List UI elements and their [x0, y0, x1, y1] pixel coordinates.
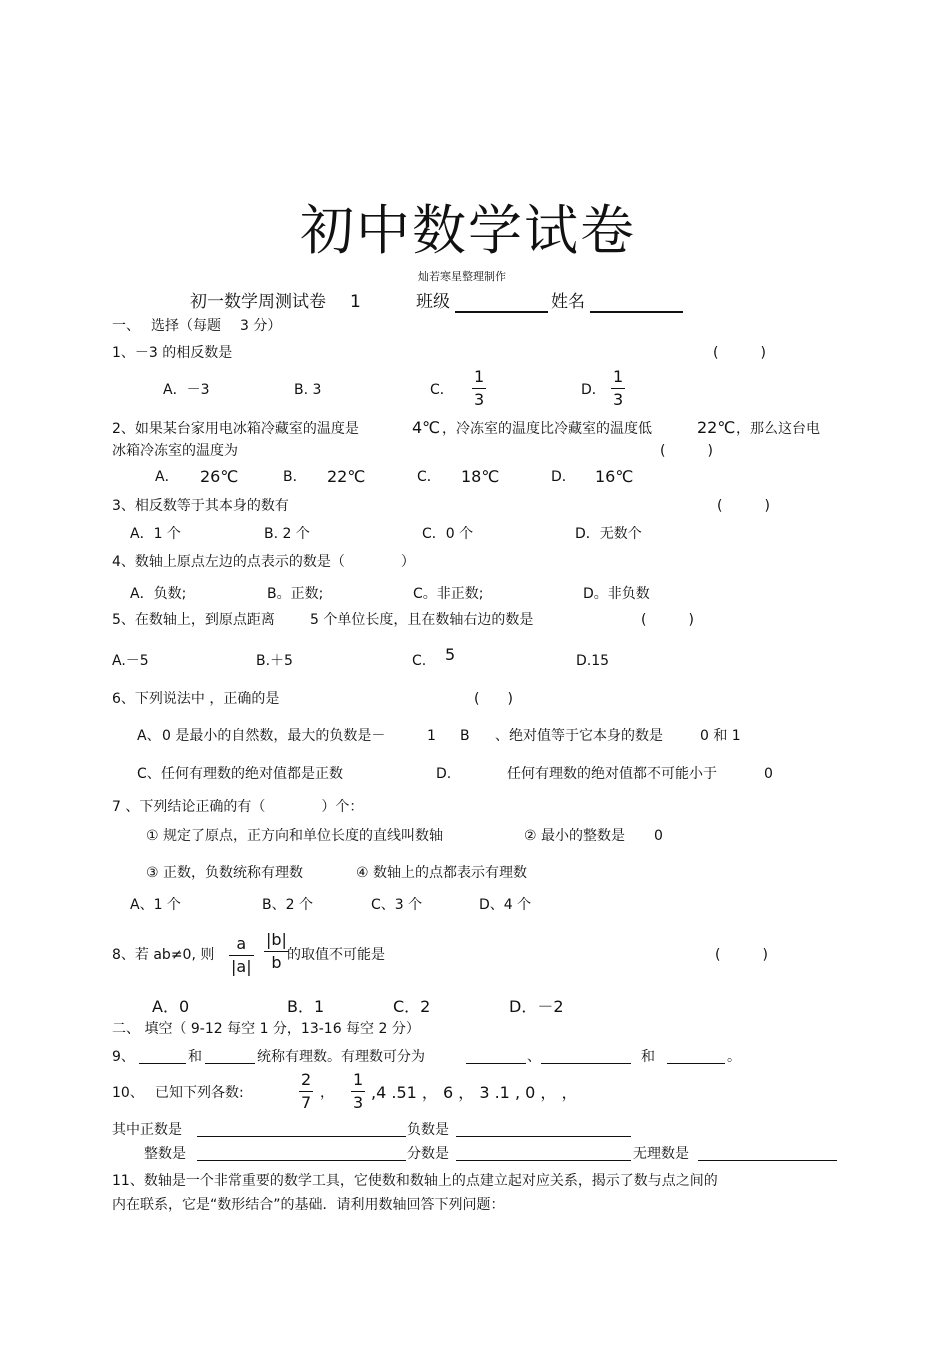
q10-negative-blank	[456, 1136, 631, 1137]
q9-blank-5	[667, 1063, 725, 1064]
q2-option-a-value: 26℃	[200, 467, 239, 486]
q6-option-b-values: 0 和 1	[700, 728, 741, 744]
q10-stem: 已知下列各数:	[155, 1085, 244, 1101]
q10-integer-blank	[197, 1160, 406, 1161]
q4-stem: 4、数轴上原点左边的点表示的数是（ ）	[112, 554, 415, 570]
q3-option-c: C．0 个	[422, 526, 474, 542]
q10-integer-label: 整数是	[144, 1146, 186, 1162]
q6-stem: 6、下列说法中 ，正确的是	[112, 691, 280, 707]
q11-line-1: 11、数轴是一个非常重要的数学工具，它使数和数轴上的点建立起对应关系，揭示了数与点之间的	[112, 1173, 718, 1189]
q2-stem-part1: 2、如果某台家用电冰箱冷藏室的温度是	[112, 421, 359, 437]
q8-stem-part2: 的取值不可能是	[287, 947, 385, 963]
q1-answer-paren: ( )	[713, 345, 766, 361]
fraction-numerator: 2	[301, 1070, 312, 1089]
q10-number: 10、	[112, 1085, 144, 1101]
q10-irrational-blank	[698, 1160, 837, 1161]
section2-heading: 二、 填空（ 9-12 每空 1 分，13-16 每空 2 分）	[112, 1021, 420, 1037]
q5-option-a: A.－5	[112, 653, 149, 669]
name-label: 姓名	[551, 292, 585, 312]
q3-stem: 3、相反数等于其本身的数有	[112, 498, 289, 514]
q3-option-a: A．1 个	[130, 526, 181, 542]
q10-numbers: ,4 .51 ， 6 ， 3 .1 , 0 ， ，	[371, 1083, 578, 1102]
q4-option-a: A．负数;	[130, 586, 187, 602]
section1-label: 选择（每题	[151, 318, 221, 334]
q10-irrational-label: 无理数是	[633, 1146, 689, 1162]
q9-and-2: 和	[641, 1049, 655, 1065]
q8-fraction-b	[264, 931, 289, 972]
q9-end: 。	[727, 1049, 741, 1065]
q2-temp-diff: 22℃	[697, 418, 736, 437]
q3-answer-paren: ( )	[717, 498, 770, 514]
q3-option-b: B. 2 个	[264, 526, 310, 542]
q5-option-d: D.15	[576, 653, 610, 669]
q10-fraction-1	[299, 1071, 313, 1112]
q6-option-d-value: 0	[764, 766, 773, 782]
q2-option-c-value: 18℃	[461, 467, 500, 486]
q5-option-b: B.＋5	[256, 653, 293, 669]
q8-stem-part1: 8、若 ab≠0, 则	[112, 947, 215, 963]
q2-option-d-value: 16℃	[595, 467, 634, 486]
q6-option-a-label: A、	[137, 728, 161, 744]
q10-fraction-blank	[456, 1160, 631, 1161]
q10-fraction-label: 分数是	[407, 1146, 449, 1162]
q6-option-b-text: 、绝对值等于它本身的数是	[495, 728, 663, 744]
q7-statement-3: ③ 正数，负数统称有理数	[146, 865, 304, 881]
section1-number: 一、	[112, 318, 140, 334]
q5-answer-paren: ( )	[641, 612, 694, 628]
q1-option-c: C．	[430, 382, 454, 398]
section1-points: 3 分）	[240, 318, 282, 334]
q2-stem-part2: ，冷冻室的温度比冷藏室的温度低	[442, 421, 652, 437]
name-field	[590, 311, 683, 313]
q7-statement-4: ④ 数轴上的点都表示有理数	[356, 865, 528, 881]
class-field	[455, 311, 548, 313]
q2-option-d-label: D．	[551, 469, 576, 485]
fraction-denominator: 7	[301, 1093, 312, 1112]
q2-option-a-label: A．	[155, 469, 179, 485]
q5-stem-part2: 5 个单位长度，且在数轴右边的数是	[310, 612, 534, 628]
q1-option-b: B. 3	[294, 382, 322, 398]
fraction-numerator: |b|	[266, 930, 287, 949]
fraction-numerator: 1	[474, 367, 485, 386]
q6-option-c-label: C、	[137, 766, 161, 782]
q8-answer-paren: ( )	[715, 947, 768, 963]
q9-blank-2	[205, 1063, 255, 1064]
q7-statement-1: ① 规定了原点，正方向和单位长度的直线叫数轴	[146, 828, 443, 844]
q7-option-c: C、3 个	[371, 897, 423, 913]
test-number: 1	[350, 292, 361, 312]
fraction-denominator: b	[271, 953, 282, 972]
q9-number: 9、	[112, 1049, 135, 1065]
q2-option-c-label: C．	[417, 469, 441, 485]
q10-positive-blank	[197, 1136, 406, 1137]
q6-option-c-text: 任何有理数的绝对值都是正数	[161, 766, 343, 782]
q7-option-d: D、4 个	[479, 897, 532, 913]
q5-stem-part1: 5、在数轴上，到原点距离	[112, 612, 275, 628]
q4-option-c: C。非正数;	[413, 586, 484, 602]
q6-option-d-label: D.	[436, 766, 452, 782]
q8-option-c: C．2	[393, 997, 431, 1016]
page-title: 初中数学试卷	[300, 199, 636, 262]
fraction-numerator: 1	[353, 1070, 364, 1089]
q8-option-a: A．0	[152, 997, 190, 1016]
q1-option-a: A．－3	[163, 382, 210, 398]
fraction-numerator: 1	[613, 367, 624, 386]
class-label: 班级	[416, 292, 450, 312]
q6-option-d-text: 任何有理数的绝对值都不可能小于	[507, 766, 717, 782]
q10-comma: ，	[320, 1085, 334, 1101]
q1-option-c-fraction	[472, 368, 486, 409]
q8-option-d: D．－2	[509, 997, 564, 1016]
test-name: 初一数学周测试卷	[190, 292, 326, 312]
q10-positive-label: 其中正数是	[112, 1122, 182, 1138]
page-subtitle: 灿若寒星整理制作	[418, 270, 506, 283]
q2-option-b-value: 22℃	[327, 467, 366, 486]
q9-separator: 、	[527, 1049, 541, 1065]
q7-stem: 7 、下列结论正确的有（ ）个：	[112, 799, 364, 815]
q8-fraction-a	[229, 935, 254, 976]
q7-option-b: B、2 个	[262, 897, 313, 913]
q2-option-b-label: B．	[283, 469, 307, 485]
fraction-denominator: 3	[353, 1093, 364, 1112]
q7-option-a: A、1 个	[130, 897, 181, 913]
q9-and-1: 和	[188, 1049, 202, 1065]
q9-blank-4	[541, 1063, 631, 1064]
fraction-denominator: |a|	[231, 957, 252, 976]
fraction-numerator: a	[236, 934, 247, 953]
q10-negative-label: 负数是	[407, 1122, 449, 1138]
q1-stem: 1、－3 的相反数是	[112, 345, 233, 361]
q10-fraction-2	[351, 1071, 365, 1112]
q11-line-2: 内在联系，它是“数形结合”的基础．请利用数轴回答下列问题：	[112, 1197, 505, 1213]
q2-stem-part3: ，那么这台电	[736, 421, 820, 437]
q5-option-c-value: 5	[445, 645, 456, 664]
q4-option-d: D。非负数	[583, 586, 650, 602]
q8-option-b: B．1	[287, 997, 325, 1016]
q5-option-c: C.	[412, 653, 427, 669]
q7-statement-2: ② 最小的整数是	[524, 828, 626, 844]
q2-temp-fridge: 4℃	[412, 418, 441, 437]
fraction-denominator: 3	[613, 390, 624, 409]
q1-option-d: D．	[581, 382, 606, 398]
q3-option-d: D．无数个	[575, 526, 642, 542]
q7-statement-2-value: 0	[654, 828, 663, 844]
q6-option-b-label: B	[460, 728, 470, 744]
q6-option-a-value: 1	[427, 728, 436, 744]
q1-option-d-fraction	[611, 368, 625, 409]
q9-text: 统称有理数。有理数可分为	[257, 1049, 425, 1065]
q2-answer-paren: ( )	[660, 443, 713, 459]
q6-answer-paren: ( )	[474, 691, 513, 707]
fraction-denominator: 3	[474, 390, 485, 409]
q4-option-b: B。正数;	[267, 586, 324, 602]
q9-blank-1	[139, 1063, 186, 1064]
q2-stem-line2: 冰箱冷冻室的温度为	[112, 443, 238, 459]
q9-blank-3	[466, 1063, 526, 1064]
q6-option-a-text: 0 是最小的自然数，最大的负数是－	[162, 728, 386, 744]
